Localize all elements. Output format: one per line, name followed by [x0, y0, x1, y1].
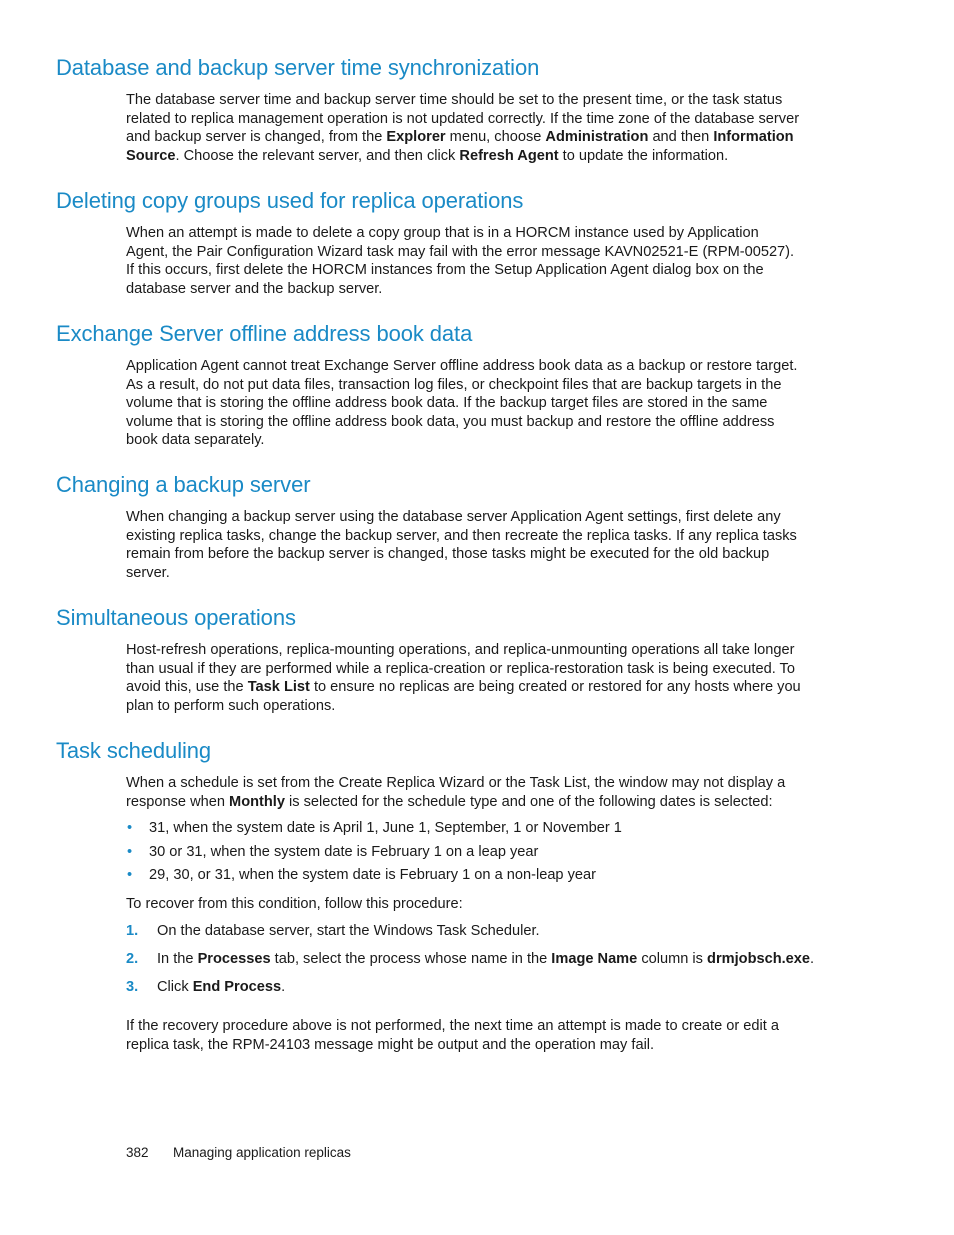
page-footer: [126, 1145, 351, 1160]
heading-task-scheduling: Task scheduling: [56, 738, 212, 763]
heading-exchange-offline: Exchange Server offline address book data: [56, 321, 473, 346]
list-item: • 31, when the system date is April 1, June 1, September, 1 or November 1: [127, 820, 622, 836]
step-number: 1.: [126, 923, 139, 939]
list-item: • 30 or 31, when the system date is February 1 on a leap year: [127, 843, 539, 860]
heading-time-sync: Database and backup server time synchronization: [56, 55, 540, 80]
procedure-step: 1. On the database server, start the Windows Task Scheduler.: [126, 923, 540, 939]
procedure-step: 2. In the Processes tab, select the process whose name in the Image Name column is drmjobsch.exe.: [126, 951, 815, 967]
heading-simultaneous-operations: Simultaneous operations: [56, 605, 296, 630]
page-number: 382: [126, 1145, 149, 1160]
date-bullet-list: [126, 818, 802, 889]
paragraph-task-scheduling: When a schedule is set from the Create Replica Wizard or the Task List, the window may not display a response when Monthly is selected for the schedule type and one of the following dates is selected:: [126, 775, 786, 810]
list-item: • 29, 30, or 31, when the system date is February 1 on a non-leap year: [127, 867, 596, 883]
heading-changing-backup-server: Changing a backup server: [56, 472, 311, 497]
step-number: 3.: [126, 979, 139, 995]
heading-deleting-copy-groups: Deleting copy groups used for replica operations: [56, 188, 524, 213]
paragraph-exchange-offline: Application Agent cannot treat Exchange Server offline address book data as a backup or restore target. As a result, do not put data files, transaction log files, or checkpoint files that are backup targets in the volume that is storing the offline address book data. If the backup target files are stored in the same volume that is storing the offline address book data, you must backup and restore the offline address book data separately.: [126, 358, 798, 449]
step-number: 2.: [126, 951, 139, 967]
bullet-icon: •: [127, 820, 133, 836]
bullet-icon: •: [127, 843, 133, 860]
bullet-icon: •: [127, 867, 133, 883]
paragraph-time-sync: The database server time and backup server time should be set to the present time, or the task status related to replica management operation is not updated correctly. If the time zone of the database server and backup server is changed, from the Explorer menu, choose Administration and then Information Source. Choose the relevant server, and then click Refresh Agent to update the information.: [126, 92, 800, 164]
paragraph-simultaneous-operations: Host-refresh operations, replica-mounting operations, and replica-unmounting operations all take longer than usual if they are performed while a replica-creation or replica-restoration task is being executed. To avoid this, use the Task List to ensure no replicas are being created or restored for any hosts where you plan to perform such operations.: [126, 642, 801, 714]
procedure-steps: [126, 921, 826, 1005]
procedure-intro: To recover from this condition, follow this procedure:: [126, 896, 463, 912]
paragraph-recovery-note: If the recovery procedure above is not performed, the next time an attempt is made to create or edit a replica task, the RPM-24103 message might be output and the operation may fail.: [126, 1018, 780, 1053]
chapter-title: Managing application replicas: [173, 1145, 351, 1160]
paragraph-changing-backup-server: When changing a backup server using the database server Application Agent settings, first delete any existing replica tasks, change the backup server, and then recreate the replica tasks. If any replica tasks remain from before the backup server is changed, those tasks might be executed for the old backup server.: [126, 509, 797, 581]
procedure-step: 3. Click End Process.: [126, 979, 286, 995]
paragraph-deleting-copy-groups: When an attempt is made to delete a copy group that is in a HORCM instance used by Application Agent, the Pair Configuration Wizard task may fail with the error message KAVN02521-E (RPM-00527). If this occurs, first delete the HORCM instances from the Setup Application Agent dialog box on the database server and the backup server.: [126, 225, 795, 297]
